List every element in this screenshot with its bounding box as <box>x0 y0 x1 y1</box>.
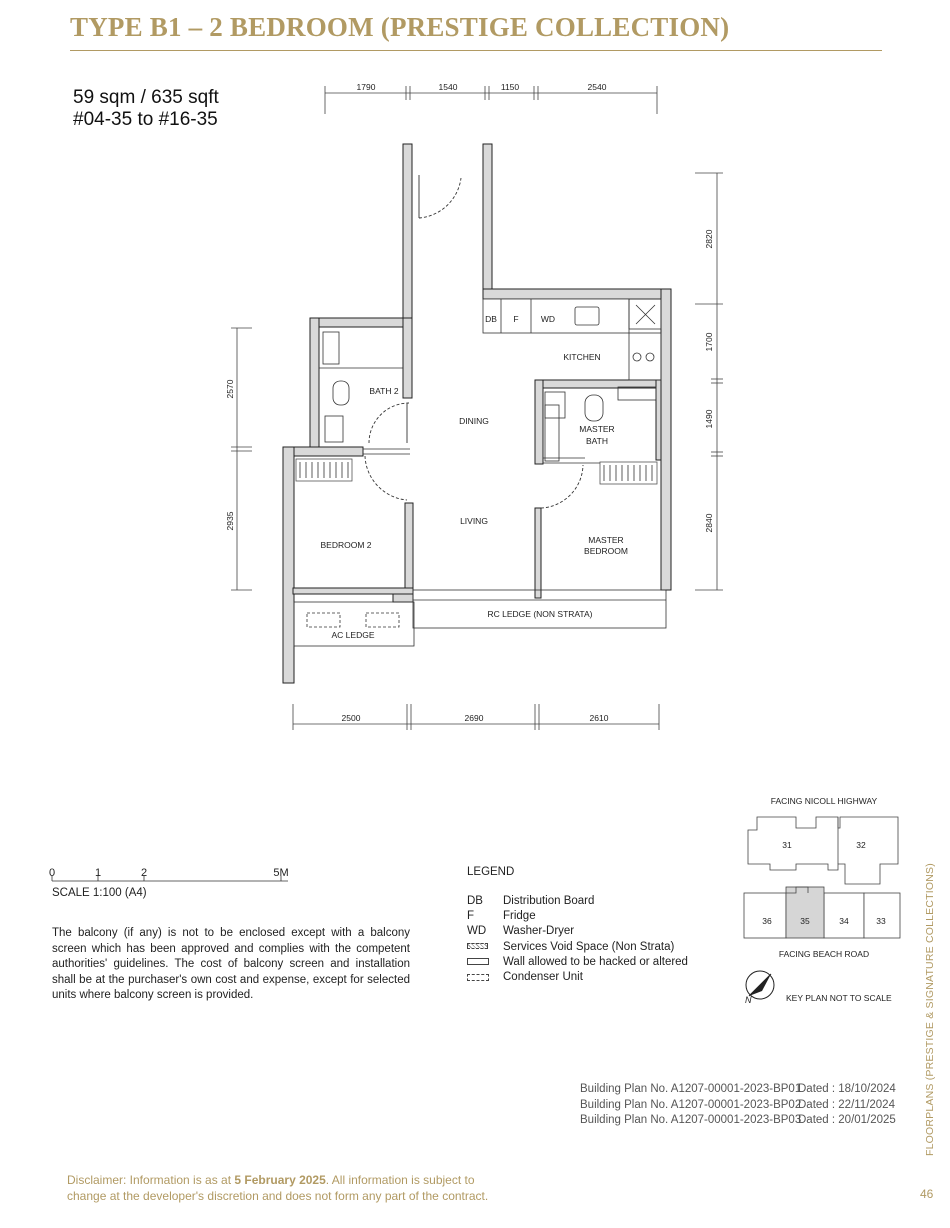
key-unit-35-highlight <box>786 887 824 938</box>
wall-bath2-top <box>310 318 410 327</box>
wall-bed2-right <box>405 503 413 598</box>
scale-tick-1: 1 <box>94 867 102 879</box>
building-plan-row <box>580 1082 896 1098</box>
dim-right-4: 2840 <box>704 513 714 533</box>
dimension-labels <box>225 82 714 723</box>
key-unit-34: 34 <box>839 916 849 926</box>
services-void-symbol-icon <box>467 939 503 954</box>
disclaimer-suffix: . All information is subject to <box>325 1173 475 1187</box>
label-master-bath-2: BATH <box>585 436 609 446</box>
dim-right-2: 1700 <box>704 332 714 352</box>
building-plan-number: Building Plan No. A1207-00001-2023-BP02 <box>580 1098 802 1111</box>
dim-right-3: 1490 <box>704 409 714 429</box>
condenser-unit-symbol-icon <box>467 970 503 985</box>
dim-left-1: 2570 <box>225 379 235 399</box>
legend-row <box>467 954 688 969</box>
wall-mbath-left <box>535 380 543 464</box>
key-unit-35: 35 <box>800 916 810 926</box>
wall-mbed-left <box>535 508 541 598</box>
label-master-bed-2: BEDROOM <box>584 546 628 556</box>
building-plan-number: Building Plan No. A1207-00001-2023-BP03 <box>580 1114 802 1126</box>
wall-bed2-bottom <box>293 588 413 594</box>
legend-label: Distribution Board <box>503 894 595 907</box>
building-plan-date: Dated : 20/01/2025 <box>798 1114 896 1126</box>
legend-row <box>467 908 688 923</box>
legend-row <box>467 939 688 954</box>
key-plan-note: KEY PLAN NOT TO SCALE <box>786 993 892 1003</box>
north-label: N <box>745 995 752 1005</box>
label-fridge: F <box>513 314 519 324</box>
label-bedroom2: BEDROOM 2 <box>320 540 372 550</box>
dim-top-4: 2540 <box>587 82 607 92</box>
scale-tick-5m: 5M <box>273 867 289 879</box>
wall-bath2-left <box>310 318 319 447</box>
legend-title: LEGEND <box>467 866 515 878</box>
legend-code: WD <box>467 925 487 938</box>
key-unit-36: 36 <box>762 916 772 926</box>
key-plan <box>744 796 900 1005</box>
wall-right <box>661 289 671 590</box>
wall-corridor-right <box>483 144 492 289</box>
door-swings <box>365 178 583 508</box>
dim-top-1: 1790 <box>356 82 376 92</box>
wall-mbath-right <box>656 380 661 460</box>
key-plan-top-label: FACING NICOLL HIGHWAY <box>770 796 878 806</box>
legend-row <box>467 924 688 939</box>
key-unit-33: 33 <box>876 916 886 926</box>
unit-area: 59 sqm / 635 sqft <box>73 87 219 108</box>
legend-label: Condenser Unit <box>503 971 583 984</box>
scale-bar <box>49 867 289 881</box>
scale-tick-0: 0 <box>48 867 56 879</box>
legend-label: Services Void Space (Non Strata) <box>503 940 675 953</box>
balcony-note: The balcony (if any) is not to be enclosed except with a balcony screen which has been approved and complies with the competent authorities' guidelines. The cost of balcony screen and installation shall be at the purchaser's own cost and expense, except for selected units where balcony screen is provided. <box>52 927 410 1001</box>
label-kitchen: KITCHEN <box>563 352 601 362</box>
dim-bottom-1: 2500 <box>341 713 361 723</box>
key-plan-upper-block <box>748 817 898 884</box>
label-ac-ledge: AC LEDGE <box>331 630 375 640</box>
page-number: 46 <box>920 1187 934 1201</box>
building-plan-row <box>580 1113 896 1129</box>
label-master-bath-1: MASTER <box>579 424 615 434</box>
kitchen-counter <box>483 299 629 333</box>
key-plan-bottom-label: FACING BEACH ROAD <box>778 949 870 959</box>
label-db: DB <box>485 314 497 324</box>
dimension-lines <box>231 86 723 730</box>
disclaimer-line2: change at the developer's discretion and does not form any part of the contract. <box>67 1188 489 1203</box>
legend-label: Fridge <box>503 909 536 922</box>
disclaimer-date: 5 February 2025 <box>234 1173 326 1187</box>
unit-numbers: #04-35 to #16-35 <box>73 109 218 130</box>
building-plan-row <box>580 1098 896 1114</box>
wall-bath2-right <box>403 318 412 398</box>
wall-ledge-column <box>393 594 413 602</box>
key-unit-32: 32 <box>856 840 866 850</box>
dim-right-1: 2820 <box>704 229 714 249</box>
legend <box>467 866 688 985</box>
dim-top-3: 1150 <box>500 82 520 92</box>
scale-label: SCALE 1:100 (A4) <box>52 887 147 899</box>
dim-bottom-2: 2690 <box>464 713 484 723</box>
dim-left-2: 2935 <box>225 511 235 531</box>
legend-label: Washer-Dryer <box>503 925 575 938</box>
wall-bed2-top <box>283 447 363 456</box>
building-plan-list <box>580 1082 896 1129</box>
dim-bottom-3: 2610 <box>589 713 609 723</box>
hackable-wall-symbol-icon <box>467 954 503 969</box>
legend-code: F <box>467 909 475 922</box>
label-living: LIVING <box>460 516 488 526</box>
wall-kitchen-top <box>483 289 671 299</box>
label-rc-ledge: RC LEDGE (NON STRATA) <box>487 609 593 619</box>
wall-corridor-left <box>403 144 412 327</box>
legend-row <box>467 893 688 908</box>
legend-row <box>467 969 688 984</box>
label-bath2: BATH 2 <box>369 386 399 396</box>
building-plan-date: Dated : 22/11/2024 <box>798 1098 895 1111</box>
section-side-label: FLOORPLANS (PRESTIGE & SIGNATURE COLLECTIONS) <box>924 863 936 1156</box>
disclaimer-prefix: Disclaimer: Information is as at <box>67 1173 235 1187</box>
scale-tick-2: 2 <box>140 867 148 879</box>
label-wd: WD <box>540 314 556 324</box>
wall-left-outer <box>283 447 294 683</box>
label-dining: DINING <box>459 416 489 426</box>
building-plan-number: Building Plan No. A1207-00001-2023-BP01 <box>580 1083 802 1095</box>
legend-code: DB <box>467 894 483 907</box>
label-master-bed-1: MASTER <box>588 535 624 545</box>
disclaimer <box>67 1173 488 1204</box>
page-title: TYPE B1 – 2 BEDROOM (PRESTIGE COLLECTION) <box>70 12 730 42</box>
building-plan-date: Dated : 18/10/2024 <box>798 1083 896 1095</box>
key-unit-31: 31 <box>782 840 792 850</box>
dim-top-2: 1540 <box>438 82 458 92</box>
legend-label: Wall allowed to be hacked or altered <box>503 955 688 968</box>
